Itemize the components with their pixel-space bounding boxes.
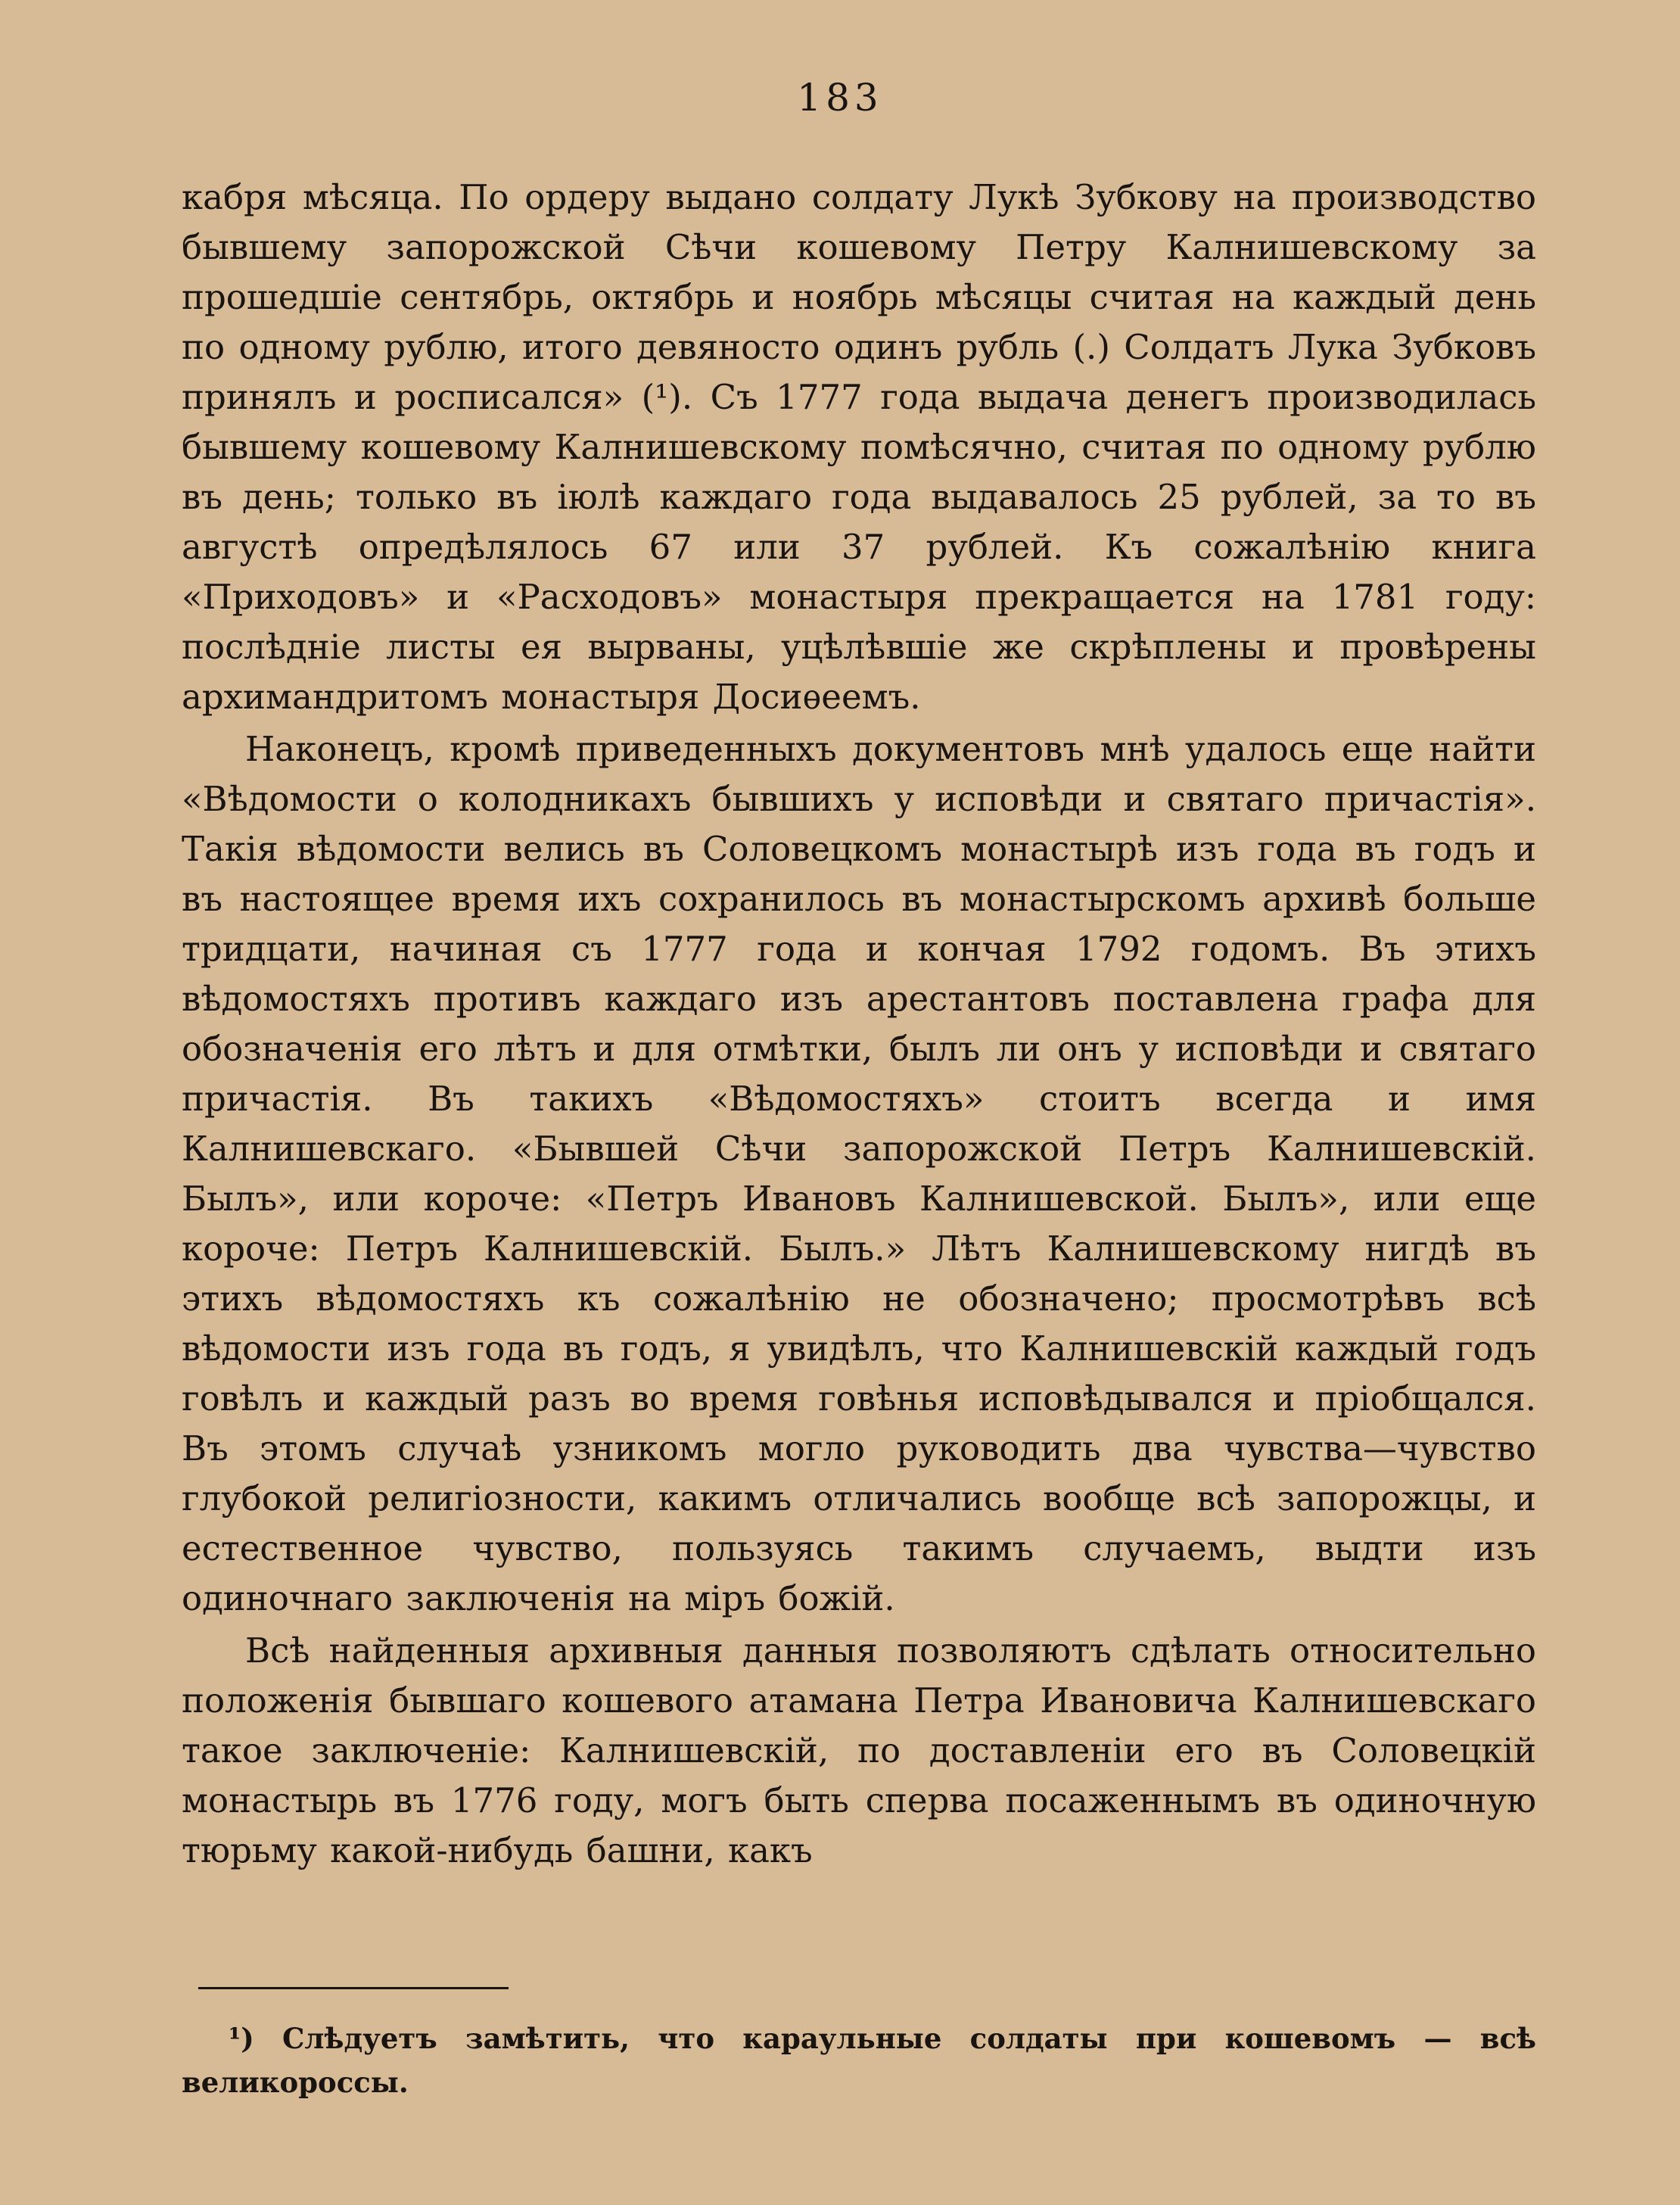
paragraph-continuation: кабря мѣсяца. По ордеру выдано солдату Лукѣ Зубкову на производство бывшему запорожской Сѣчи кошевому Петру Калнишевскому за прошедшіе сентябрь, октябрь и ноябрь мѣсяцы считая на каждый день по одному рублю, итого девяносто одинъ рубль (.) Солдатъ Лука Зубковъ принялъ и росписался» (¹). Съ 1777 года выдача денегъ производилась бывшему кошевому Калнишевскому помѣсячно, считая по одному рублю въ день; только въ іюлѣ каждаго года выдавалось 25 рублей, за то въ августѣ опредѣлялось 67 или 37 рублей. Къ сожалѣнію книга «Приходовъ» и «Расходовъ» монастыря прекращается на 1781 году: послѣдніе листы ея вырваны, уцѣлѣвшіе же скрѣплены и провѣрены архимандритомъ монастыря Досиѳеемъ. [182,177,1536,717]
footnote-divider [198,1987,509,1989]
paragraph-confession-records: Наконецъ, кромѣ приведенныхъ документовъ мнѣ удалось еще найти «Вѣдомости о колодникахъ бывшихъ у исповѣди и святаго причастія». Такія вѣдомости велись въ Соловецкомъ монастырѣ изъ года въ годъ и въ настоящее время ихъ сохранилось въ монастырскомъ архивѣ больше тридцати, начиная съ 1777 года и кончая 1792 годомъ. Въ этихъ вѣдомостяхъ противъ каждаго изъ арестантовъ поставлена графа для обозначенія его лѣтъ и для отмѣтки, былъ ли онъ у исповѣди и святаго причастія. Въ такихъ «Вѣдомостяхъ» стоитъ всегда и имя Калнишевскаго. «Бывшей Сѣчи запорожской Петръ Калнишевскій. Былъ», или короче: «Петръ Ивановъ Калнишевской. Былъ», или еще короче: Петръ Калнишевскій. Былъ.» Лѣтъ Калнишевскому нигдѣ въ этихъ вѣдомостяхъ къ сожалѣнію не обозначено; просмотрѣвъ всѣ вѣдомости изъ года въ годъ, я увидѣлъ, что Калнишевскій каждый годъ говѣлъ и каждый разъ во время говѣнья исповѣдывался и пріобщался. Въ этомъ случаѣ узникомъ могло руководить два чувства—чувство глубокой религіозности, какимъ отличались вообще всѣ запорожцы, и естественное чувство, пользуясь такимъ случаемъ, выдти изъ одиночнаго заключенія на міръ божій. [182,729,1536,1618]
paragraph-conclusion: Всѣ найденныя архивныя данныя позволяютъ сдѣлать относительно положенія бывшаго кошевого атамана Петра Ивановича Калнишевскаго такое заключеніе: Калнишевскій, по доставленіи его въ Соловецкій монастырь въ 1776 году, могъ быть сперва посаженнымъ въ одиночную тюрьму какой-нибудь башни, какъ [182,1630,1536,1870]
body-text [182,173,1536,1876]
page-number: 183 [797,76,883,120]
footnote: ¹) Слѣдуетъ замѣтить, что караульные солдаты при кошевомъ — всѣ великороссы. [182,2022,1536,2099]
